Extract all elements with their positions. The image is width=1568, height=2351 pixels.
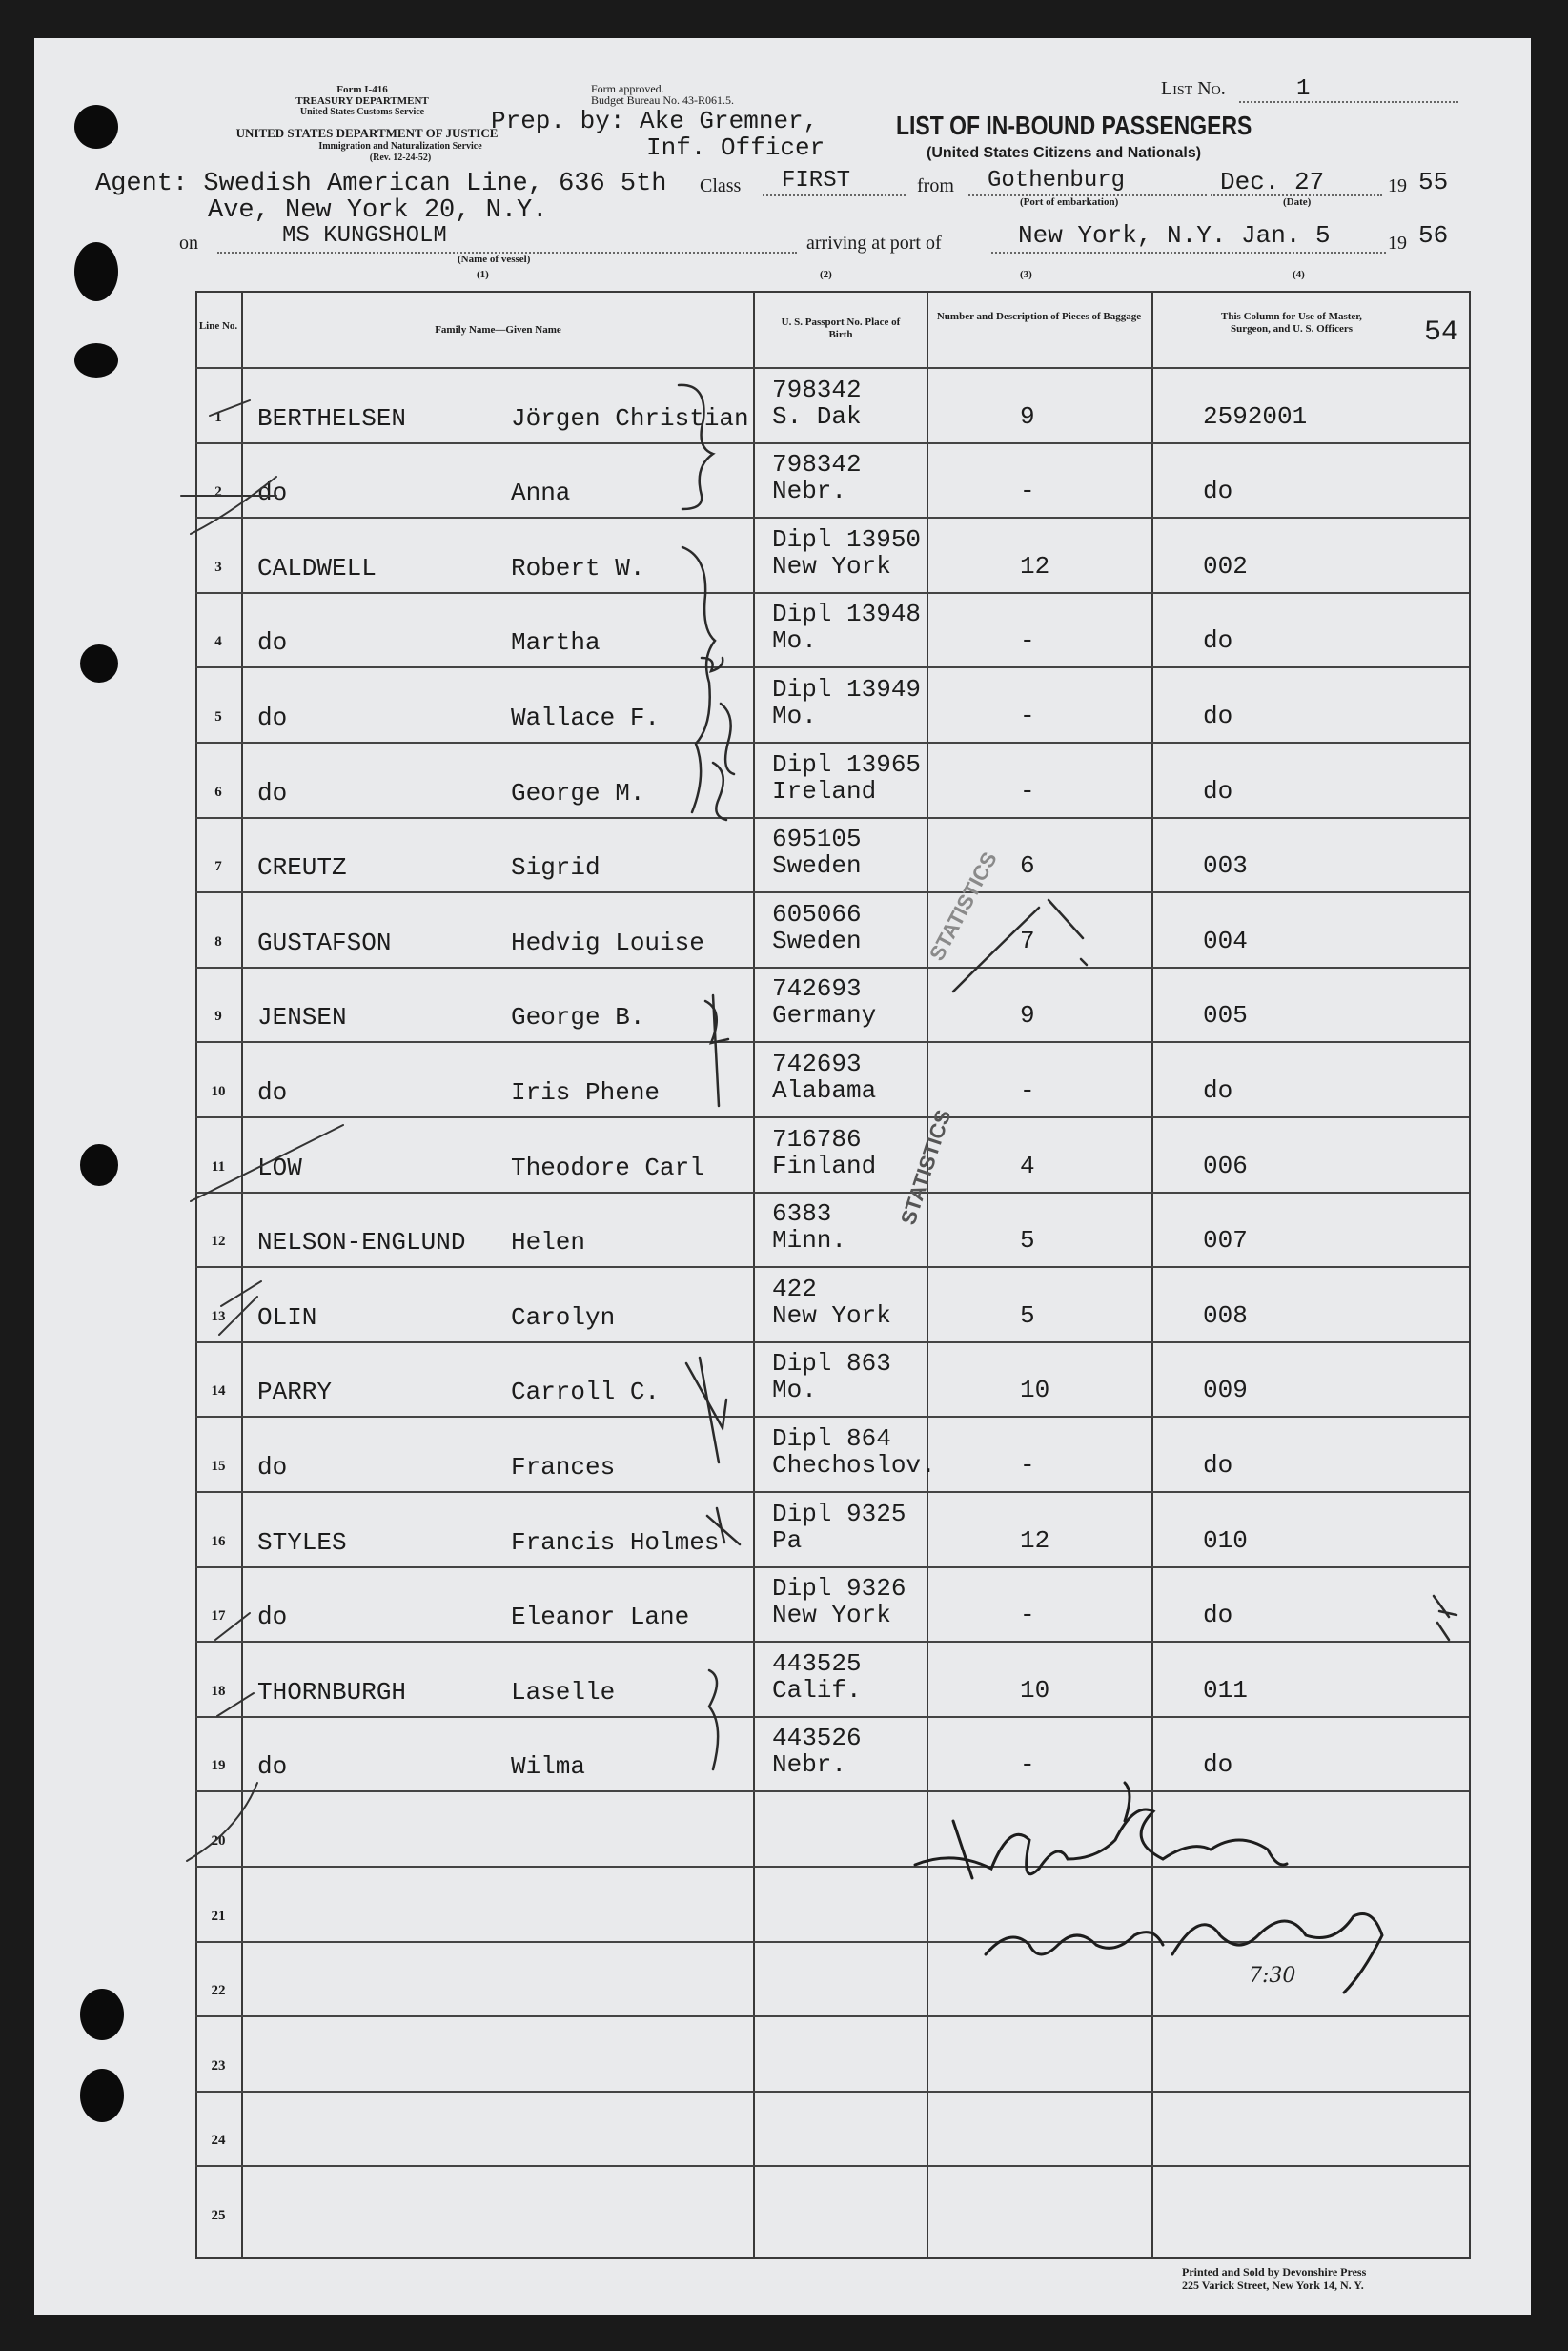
family-name: CALDWELL: [257, 554, 377, 583]
on-label: on: [179, 233, 198, 254]
line-number: 2: [214, 484, 222, 500]
line-number: 25: [211, 2208, 226, 2223]
arriving-label: arriving at port of: [806, 233, 942, 254]
col-num-3: (3): [1020, 269, 1032, 280]
header-passport: U. S. Passport No. Place of Birth: [781, 317, 901, 340]
line-number: 6: [214, 785, 222, 800]
passport-number: 798342: [772, 376, 862, 404]
officer-entry: 007: [1203, 1226, 1248, 1255]
place-of-birth: New York: [772, 552, 891, 581]
line-number: 3: [214, 560, 222, 575]
statistics-stamp: STATISTICS: [925, 848, 1002, 965]
printer-line-1: Printed and Sold by Devonshire Press: [1182, 2265, 1367, 2279]
departure-date: Dec. 27: [1220, 168, 1325, 196]
list-no-label: List No.: [1161, 78, 1226, 99]
family-name: BERTHELSEN: [257, 404, 407, 433]
family-name: OLIN: [257, 1303, 317, 1332]
family-name: do: [257, 628, 288, 657]
baggage-count: -: [1020, 626, 1035, 655]
place-of-birth: Ireland: [772, 777, 877, 806]
place-of-birth: Mo.: [772, 702, 817, 730]
officer-entry: 006: [1203, 1152, 1248, 1180]
line-number: 9: [214, 1009, 222, 1024]
line-number: 8: [214, 934, 222, 950]
from-label: from: [917, 175, 954, 196]
given-name: George B.: [511, 1003, 645, 1032]
family-name: do: [257, 1752, 288, 1781]
list-number: 1: [1296, 76, 1311, 102]
officer-entry: 011: [1203, 1676, 1248, 1705]
line-number: 10: [211, 1084, 226, 1099]
passport-number: 422: [772, 1275, 817, 1303]
baggage-count: 10: [1020, 1376, 1050, 1404]
place-of-birth: Sweden: [772, 927, 862, 955]
agent-line-2: Ave, New York 20, N.Y.: [208, 196, 548, 225]
passport-number: 695105: [772, 825, 862, 853]
officer-entry: 010: [1203, 1526, 1248, 1555]
given-name: Wallace F.: [511, 704, 661, 732]
page-mark: 54: [1424, 317, 1459, 349]
baggage-count: 5: [1020, 1301, 1035, 1330]
line-number: 13: [211, 1309, 226, 1324]
line-number: 5: [214, 709, 222, 725]
officer-entry: do: [1203, 1750, 1233, 1779]
header-officers: This Column for Use of Master, Surgeon, and U. S. Officers: [1221, 311, 1362, 335]
family-name: do: [257, 479, 288, 507]
given-name: Sigrid: [511, 853, 601, 882]
agent-line-1: Agent: Swedish American Line, 636 5th: [95, 170, 667, 198]
officer-entry: 009: [1203, 1376, 1248, 1404]
place-of-birth: New York: [772, 1301, 891, 1330]
baggage-count: -: [1020, 1750, 1035, 1779]
family-name: do: [257, 1078, 288, 1107]
place-of-birth: Mo.: [772, 626, 817, 655]
family-name: PARRY: [257, 1378, 333, 1406]
officer-entry: 2592001: [1203, 402, 1308, 431]
officer-entry: 008: [1203, 1301, 1248, 1330]
line-number: 12: [211, 1234, 226, 1249]
family-name: STYLES: [257, 1528, 347, 1557]
family-name: do: [257, 1453, 288, 1482]
line-number: 1: [214, 410, 222, 425]
family-name: NELSON-ENGLUND: [257, 1228, 466, 1257]
place-of-birth: Finland: [772, 1152, 877, 1180]
passport-number: 798342: [772, 450, 862, 479]
ins-label: Immigration and Naturalization Service: [318, 141, 482, 152]
port-of-embarkation: Gothenburg: [988, 168, 1126, 194]
revision-date: (Rev. 12-24-52): [369, 153, 432, 163]
baggage-count: 9: [1020, 402, 1035, 431]
given-name: Wilma: [511, 1752, 586, 1781]
family-name: do: [257, 704, 288, 732]
baggage-count: -: [1020, 1601, 1035, 1629]
officer-entry: 004: [1203, 927, 1248, 955]
col-num-4: (4): [1293, 269, 1305, 280]
vessel-caption: (Name of vessel): [458, 254, 531, 265]
class-value: FIRST: [782, 168, 851, 194]
family-name: do: [257, 779, 288, 808]
line-number: 24: [211, 2133, 226, 2148]
place-of-birth: Nebr.: [772, 1750, 847, 1779]
line-number: 15: [211, 1459, 226, 1474]
given-name: Helen: [511, 1228, 586, 1257]
passport-number: 443526: [772, 1724, 862, 1752]
place-of-birth: Mo.: [772, 1376, 817, 1404]
family-name: JENSEN: [257, 1003, 347, 1032]
baggage-count: 6: [1020, 851, 1035, 880]
officer-entry: do: [1203, 1076, 1233, 1105]
form-approved: Form approved.: [591, 82, 664, 95]
place-of-birth: Calif.: [772, 1676, 862, 1705]
baggage-count: 12: [1020, 1526, 1050, 1555]
line-number: 21: [211, 1909, 226, 1924]
departure-year: 55: [1418, 168, 1449, 196]
given-name: Anna: [511, 479, 571, 507]
given-name: Theodore Carl: [511, 1154, 704, 1182]
page-subtitle: (United States Citizens and Nationals): [927, 145, 1202, 161]
officer-entry: do: [1203, 777, 1233, 806]
passport-number: Dipl 864: [772, 1424, 891, 1453]
line-number: 11: [211, 1159, 226, 1175]
family-name: THORNBURGH: [257, 1678, 407, 1707]
line-number: 7: [214, 859, 222, 874]
passport-number: Dipl 9326: [772, 1574, 906, 1603]
family-name: GUSTAFSON: [257, 929, 392, 957]
given-name: Hedvig Louise: [511, 929, 704, 957]
given-name: George M.: [511, 779, 645, 808]
place-of-birth: Sweden: [772, 851, 862, 880]
family-name: do: [257, 1603, 288, 1631]
baggage-count: 12: [1020, 552, 1050, 581]
passport-number: Dipl 9325: [772, 1500, 906, 1528]
header-baggage: Number and Description of Pieces of Baggage: [936, 311, 1142, 322]
customs-service: United States Customs Service: [299, 107, 425, 117]
baggage-count: -: [1020, 702, 1035, 730]
place-of-birth: Germany: [772, 1001, 877, 1030]
officer-entry: 002: [1203, 552, 1248, 581]
passport-number: 6383: [772, 1199, 832, 1228]
passport-number: 716786: [772, 1125, 862, 1154]
passport-number: 605066: [772, 900, 862, 929]
line-number: 4: [214, 634, 222, 649]
header-line-no: Line No.: [198, 320, 238, 332]
place-of-birth: Nebr.: [772, 477, 847, 505]
year-prefix: 19: [1388, 175, 1407, 196]
printer-line-2: 225 Varick Street, New York 14, N. Y.: [1182, 2279, 1364, 2292]
baggage-count: 5: [1020, 1226, 1035, 1255]
col-num-2: (2): [820, 269, 832, 280]
place-of-birth: S. Dak: [772, 402, 862, 431]
passport-number: 443525: [772, 1649, 862, 1678]
passport-number: Dipl 13965: [772, 750, 922, 779]
line-number: 22: [211, 1983, 226, 1998]
line-number: 17: [211, 1608, 226, 1624]
passport-number: Dipl 863: [772, 1349, 891, 1378]
family-name: LOW: [257, 1154, 302, 1182]
prepared-by: Prep. by: Ake Gremner,: [491, 107, 819, 135]
line-number: 14: [211, 1383, 226, 1399]
passport-number: Dipl 13950: [772, 525, 922, 554]
passport-number: 742693: [772, 974, 862, 1003]
baggage-count: 9: [1020, 1001, 1035, 1030]
officer-entry: do: [1203, 626, 1233, 655]
line-number: 20: [211, 1833, 226, 1849]
place-of-birth: Alabama: [772, 1076, 877, 1105]
header-name: Family Name—Given Name: [435, 324, 561, 336]
baggage-count: -: [1020, 777, 1035, 806]
passport-number: 742693: [772, 1050, 862, 1078]
arrival-port-date: New York, N.Y. Jan. 5: [1018, 221, 1331, 250]
port-caption: (Port of embarkation): [1020, 196, 1119, 208]
given-name: Carroll C.: [511, 1378, 661, 1406]
line-number: 19: [211, 1758, 226, 1773]
page-title: LIST OF IN-BOUND PASSENGERS: [896, 111, 1252, 140]
time-annotation: 7:30: [1249, 1964, 1296, 1988]
given-name: Iris Phene: [511, 1078, 661, 1107]
treasury-department: TREASURY DEPARTMENT: [295, 95, 429, 107]
statistics-stamp: STATISTICS: [896, 1107, 956, 1228]
given-name: Jörgen Christian: [511, 404, 749, 433]
place-of-birth: Minn.: [772, 1226, 847, 1255]
place-of-birth: Pa: [772, 1526, 803, 1555]
col-num-1: (1): [477, 269, 489, 280]
class-label: Class: [700, 175, 742, 196]
baggage-count: -: [1020, 1076, 1035, 1105]
passport-number: Dipl 13948: [772, 600, 922, 628]
place-of-birth: New York: [772, 1601, 891, 1629]
officer-entry: do: [1203, 477, 1233, 505]
given-name: Eleanor Lane: [511, 1603, 690, 1631]
line-number: 23: [211, 2058, 226, 2074]
line-number: 16: [211, 1534, 226, 1549]
given-name: Frances: [511, 1453, 616, 1482]
baggage-count: 10: [1020, 1676, 1050, 1705]
baggage-count: 7: [1020, 927, 1035, 955]
family-name: CREUTZ: [257, 853, 347, 882]
given-name: Robert W.: [511, 554, 645, 583]
given-name: Francis Holmes: [511, 1528, 720, 1557]
officer-entry: do: [1203, 1451, 1233, 1480]
arrival-year-prefix: 19: [1388, 233, 1407, 254]
vessel-name: MS KUNGSHOLM: [282, 223, 447, 249]
line-number: 18: [211, 1684, 226, 1699]
baggage-count: 4: [1020, 1152, 1035, 1180]
officer-entry: 003: [1203, 851, 1248, 880]
form-number: Form I-416: [336, 84, 388, 95]
passport-number: Dipl 13949: [772, 675, 922, 704]
baggage-count: -: [1020, 1451, 1035, 1480]
place-of-birth: Chechoslov.: [772, 1451, 936, 1480]
baggage-count: -: [1020, 477, 1035, 505]
given-name: Laselle: [511, 1678, 616, 1707]
date-caption: (Date): [1283, 196, 1312, 208]
officer-entry: 005: [1203, 1001, 1248, 1030]
department-of-justice: UNITED STATES DEPARTMENT OF JUSTICE: [235, 126, 499, 140]
officer-entry: do: [1203, 702, 1233, 730]
given-name: Martha: [511, 628, 601, 657]
given-name: Carolyn: [511, 1303, 616, 1332]
officer-entry: do: [1203, 1601, 1233, 1629]
budget-bureau: Budget Bureau No. 43-R061.5.: [591, 93, 734, 107]
arrival-year: 56: [1418, 221, 1449, 250]
prepared-by-title: Inf. Officer: [646, 133, 825, 162]
